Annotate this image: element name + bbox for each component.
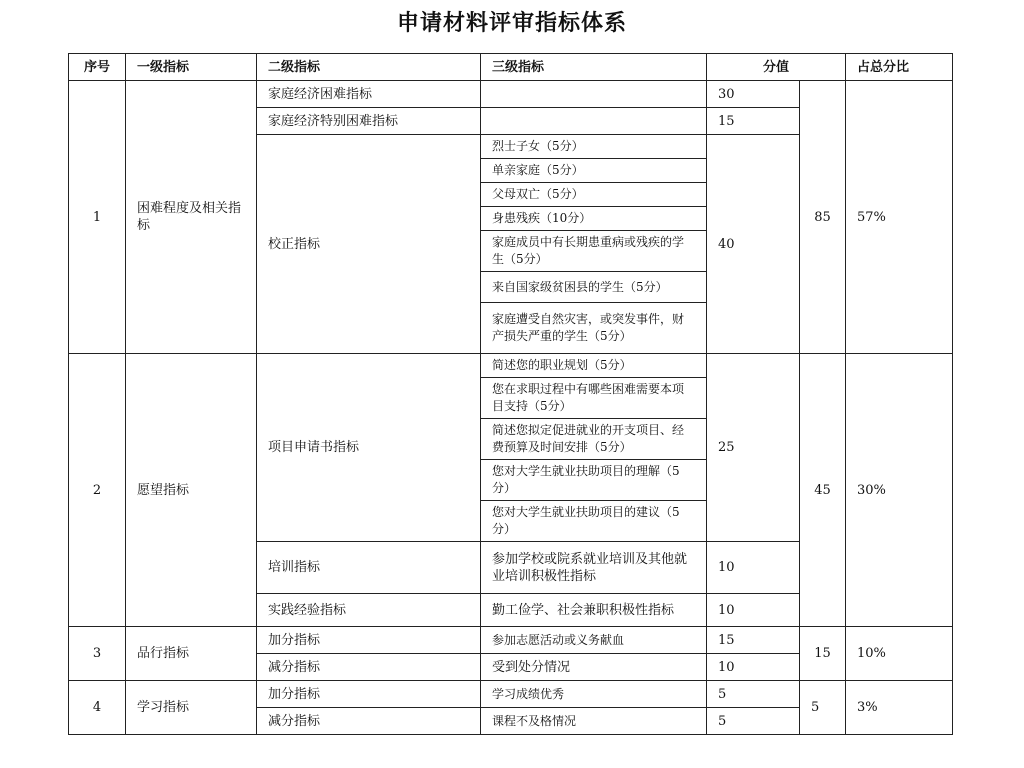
group4-no: 4 xyxy=(69,681,126,735)
level3-cell: 身患残疾（10分） xyxy=(481,207,707,231)
table-row xyxy=(69,681,953,708)
level3-cell: 学习成绩优秀 xyxy=(481,681,707,708)
level2-cell: 实践经验指标 xyxy=(257,594,481,627)
level3-cell: 家庭遭受自然灾害，或突发事件，财产损失严重的学生（5分） xyxy=(481,303,707,354)
level2-cell: 减分指标 xyxy=(257,708,481,735)
level3-cell xyxy=(481,108,707,135)
level3-cell: 您在求职过程中有哪些困难需要本项目支持（5分） xyxy=(481,378,707,419)
group2-ratio: 30% xyxy=(846,354,953,627)
level3-cell: 课程不及格情况 xyxy=(481,708,707,735)
group4-level1: 学习指标 xyxy=(126,681,257,735)
level3-cell: 父母双亡（5分） xyxy=(481,183,707,207)
header-ratio: 占总分比 xyxy=(846,54,953,81)
level2-cell: 家庭经济困难指标 xyxy=(257,81,481,108)
level3-cell: 勤工俭学、社会兼职积极性指标 xyxy=(481,594,707,627)
level2-cell: 家庭经济特别困难指标 xyxy=(257,108,481,135)
level2-cell: 校正指标 xyxy=(257,135,481,354)
group2-total: 45 xyxy=(800,354,846,627)
level3-cell: 家庭成员中有长期患重病或残疾的学生（5分） xyxy=(481,231,707,272)
table-row xyxy=(69,354,953,378)
group3-ratio: 10% xyxy=(846,627,953,681)
level2-cell: 加分指标 xyxy=(257,627,481,654)
header-level1: 一级指标 xyxy=(126,54,257,81)
group4-total: 5 xyxy=(800,681,846,735)
score-cell: 10 xyxy=(707,542,800,594)
group1-total: 85 xyxy=(800,81,846,354)
group3-level1: 品行指标 xyxy=(126,627,257,681)
level2-cell: 培训指标 xyxy=(257,542,481,594)
level2-cell: 项目申请书指标 xyxy=(257,354,481,542)
level3-cell: 您对大学生就业扶助项目的建议（5分） xyxy=(481,501,707,542)
group1-no: 1 xyxy=(69,81,126,354)
level3-cell: 来自国家级贫困县的学生（5分） xyxy=(481,272,707,303)
group2-no: 2 xyxy=(69,354,126,627)
level3-cell: 受到处分情况 xyxy=(481,654,707,681)
level3-cell: 简述您的职业规划（5分） xyxy=(481,354,707,378)
level2-cell: 减分指标 xyxy=(257,654,481,681)
score-cell: 10 xyxy=(707,594,800,627)
table-row xyxy=(69,627,953,654)
level2-cell: 加分指标 xyxy=(257,681,481,708)
group4-ratio: 3% xyxy=(846,681,953,735)
group1-ratio: 57% xyxy=(846,81,953,354)
score-cell: 5 xyxy=(707,708,800,735)
level3-cell: 简述您拟定促进就业的开支项目、经费预算及时间安排（5分） xyxy=(481,419,707,460)
header-row xyxy=(69,54,953,81)
header-level2: 二级指标 xyxy=(257,54,481,81)
header-score: 分值 xyxy=(707,54,846,81)
group3-no: 3 xyxy=(69,627,126,681)
header-level3: 三级指标 xyxy=(481,54,707,81)
score-cell: 40 xyxy=(707,135,800,354)
page-title: 申请材料评审指标体系 xyxy=(396,11,627,36)
group3-total: 15 xyxy=(800,627,846,681)
header-no: 序号 xyxy=(69,54,126,81)
group1-level1: 困难程度及相关指标 xyxy=(126,81,257,354)
score-cell: 30 xyxy=(707,81,800,108)
score-cell: 5 xyxy=(707,681,800,708)
score-cell: 15 xyxy=(707,627,800,654)
level3-cell xyxy=(481,81,707,108)
score-cell: 15 xyxy=(707,108,800,135)
evaluation-table xyxy=(68,53,953,735)
level3-cell: 烈士子女（5分） xyxy=(481,135,707,159)
level3-cell: 单亲家庭（5分） xyxy=(481,159,707,183)
level3-cell: 您对大学生就业扶助项目的理解（5分） xyxy=(481,460,707,501)
score-cell: 25 xyxy=(707,354,800,542)
level3-cell: 参加志愿活动或义务献血 xyxy=(481,627,707,654)
table-row xyxy=(69,81,953,108)
score-cell: 10 xyxy=(707,654,800,681)
level3-cell: 参加学校或院系就业培训及其他就业培训积极性指标 xyxy=(481,542,707,594)
group2-level1: 愿望指标 xyxy=(126,354,257,627)
